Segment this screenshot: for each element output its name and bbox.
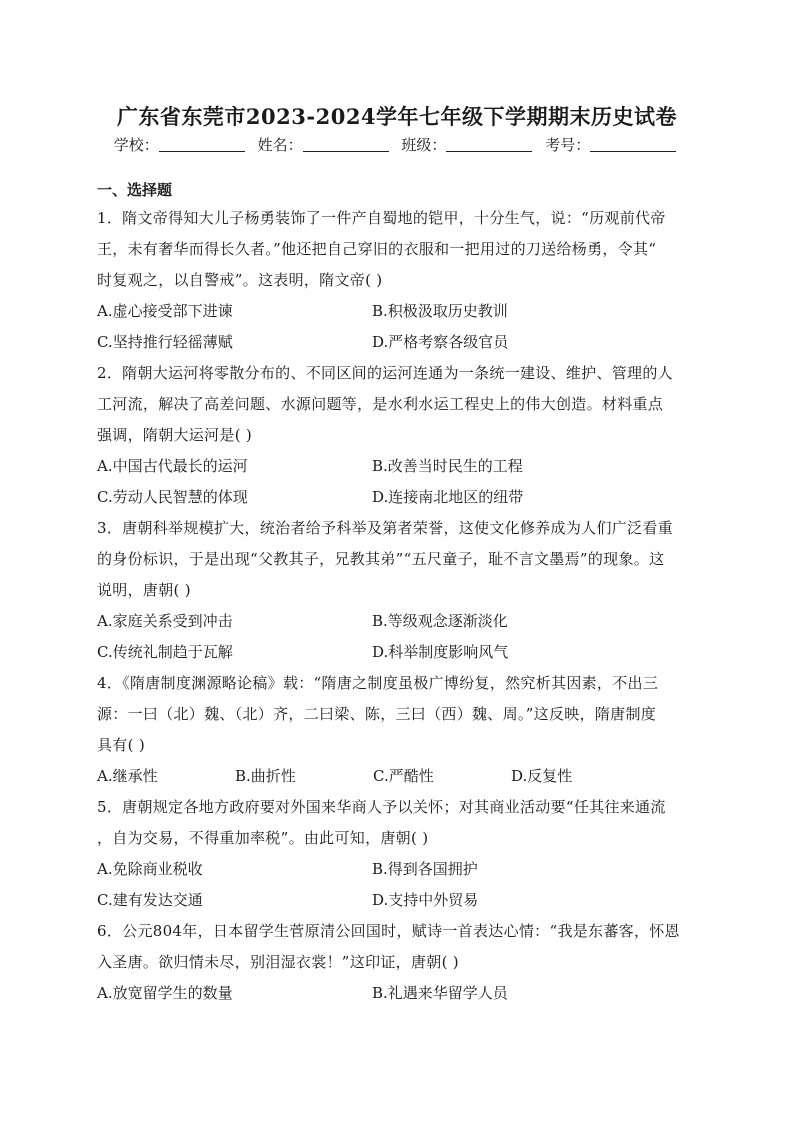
options-row: [97, 296, 702, 327]
question-line: 5．唐朝规定各地方政府要对外国来华商人予以关怀；对其商业活动要“任其往来通流: [97, 798, 666, 816]
question-line: 的身份标识，于是出现“父教其子，兄教其弟”“五尺童子，耻不言文墨焉”的现象。这: [97, 550, 665, 568]
exam-number-label: 考号：: [545, 136, 591, 154]
options-row: [97, 854, 702, 885]
option-a[interactable]: A.放宽留学生的数量: [97, 984, 233, 1002]
name-blank[interactable]: [303, 137, 389, 152]
question-line: 王，未有奢华而得长久者。”他还把自己穿旧的衣服和一把用过的刀送给杨勇，令其“: [97, 240, 657, 258]
options-row: [97, 978, 702, 1009]
question-line: 2．隋朝大运河将零散分布的、不同区间的运河连通为一条统一建设、维护、管理的人: [97, 364, 673, 382]
option-b[interactable]: B.得到各国拥护: [372, 860, 478, 878]
question-line: 入圣唐。欲归情未尽，别泪湿衣裳！”这印证，唐朝( ): [97, 953, 459, 971]
options-row: [97, 637, 702, 668]
option-b[interactable]: B.曲折性: [235, 767, 296, 785]
option-d[interactable]: D.连接南北地区的纽带: [372, 488, 524, 506]
option-c[interactable]: C.传统礼制趋于瓦解: [97, 643, 233, 661]
option-a[interactable]: A.虚心接受部下进谏: [97, 302, 233, 320]
question-line: 强调，隋朝大运河是( ): [97, 426, 253, 444]
question-line: 1．隋文帝得知大儿子杨勇装饰了一件产自蜀地的铠甲，十分生气，说：“历观前代帝: [97, 209, 666, 227]
option-c[interactable]: C.建有发达交通: [97, 891, 203, 909]
school-label: 学校：: [113, 136, 159, 154]
name-label: 姓名：: [257, 136, 303, 154]
question-line: 源：一曰（北）魏、（北）齐，二曰梁、陈，三曰（西）魏、周。”这反映，隋唐制度: [97, 705, 657, 723]
question-line: 3．唐朝科举规模扩大，统治者给予科举及第者荣誉，这使文化修养成为人们广泛看重: [97, 519, 673, 537]
exam-title: 广东省东莞市2023-2024学年七年级下学期期末历史试卷: [116, 104, 678, 129]
student-info-row: [0, 134, 794, 155]
option-d[interactable]: D.科举制度影响风气: [372, 643, 509, 661]
option-b[interactable]: B.等级观念逐渐淡化: [372, 612, 508, 630]
question-6: [97, 916, 702, 1009]
option-d[interactable]: D.支持中外贸易: [372, 891, 479, 909]
options-row: [97, 885, 702, 916]
class-blank[interactable]: [446, 137, 532, 152]
question-4: [97, 668, 702, 792]
options-row: [97, 482, 702, 513]
option-c[interactable]: C.严酷性: [373, 767, 434, 785]
question-line: 6．公元804年，日本留学生菅原清公回国时，赋诗一首表达心情：“我是东蕃客，怀恩: [97, 922, 680, 940]
name-field: [258, 134, 393, 155]
exam-content: [97, 179, 702, 1009]
question-line: ，自为交易，不得重加率税”。由此可知，唐朝( ): [97, 829, 429, 847]
school-blank[interactable]: [159, 137, 245, 152]
question-line: 具有( ): [97, 736, 145, 754]
option-a[interactable]: A.中国古代最长的运河: [97, 457, 248, 475]
question-line: 时复观之，以自警戒”。这表明，隋文帝( ): [97, 271, 383, 289]
option-a[interactable]: A.继承性: [97, 767, 158, 785]
class-label: 班级：: [401, 136, 447, 154]
question-1: [97, 203, 702, 358]
class-field: [401, 134, 536, 155]
option-a[interactable]: A.家庭关系受到冲击: [97, 612, 233, 630]
question-2: [97, 358, 702, 513]
options-row: [97, 451, 702, 482]
school-field: [114, 134, 249, 155]
option-a[interactable]: A.免除商业税收: [97, 860, 203, 878]
option-b[interactable]: B.积极汲取历史教训: [372, 302, 508, 320]
option-b[interactable]: B.礼遇来华留学人员: [372, 984, 508, 1002]
option-b[interactable]: B.改善当时民生的工程: [372, 457, 523, 475]
question-5: [97, 792, 702, 916]
option-c[interactable]: C.坚持推行轻徭薄赋: [97, 333, 233, 351]
exam-number-blank[interactable]: [590, 137, 676, 152]
exam-number-field: [545, 134, 680, 155]
question-3: [97, 513, 702, 668]
question-line: 工河流，解决了高差问题、水源问题等，是水利水运工程史上的伟大创造。材料重点: [97, 395, 664, 413]
option-c[interactable]: C.劳动人民智慧的体现: [97, 488, 248, 506]
option-d[interactable]: D.严格考察各级官员: [372, 333, 509, 351]
option-d[interactable]: D.反复性: [511, 767, 573, 785]
options-row: [97, 761, 702, 792]
options-row: [97, 606, 702, 637]
section-heading: 一、选择题: [97, 181, 173, 199]
question-line: 说明，唐朝( ): [97, 581, 191, 599]
question-line: 4．《隋唐制度渊源略论稿》载：“隋唐之制度虽极广博纷复，然究析其因素，不出三: [97, 674, 659, 692]
options-row: [97, 327, 702, 358]
